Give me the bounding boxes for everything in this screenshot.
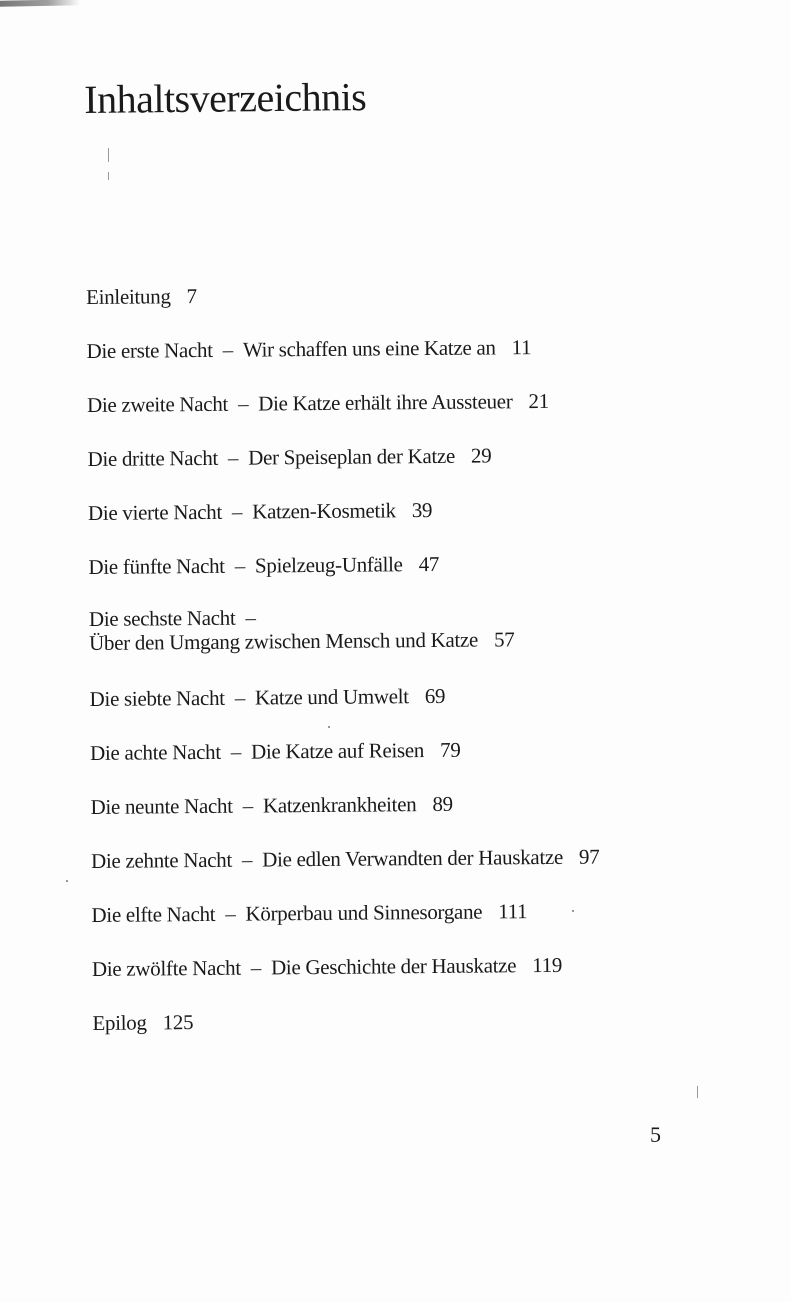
toc-entry-subtitle: Die Katze erhält ihre Aussteuer <box>258 389 513 416</box>
toc-entry-page: 47 <box>418 551 440 577</box>
toc-entry-page: 21 <box>528 388 549 414</box>
toc-entry-label: Die fünfte Nacht <box>88 553 225 579</box>
toc-entry-page: 39 <box>411 497 433 523</box>
toc-entry-label: Epilog <box>92 1010 147 1035</box>
toc-entry-nacht-2 <box>87 389 549 417</box>
toc-dash: – <box>250 955 262 980</box>
toc-entry-page: 79 <box>439 737 461 762</box>
toc-entry-page: 11 <box>511 335 532 360</box>
toc-entry-nacht-12 <box>92 953 562 981</box>
toc-dash: – <box>222 337 233 362</box>
scan-speck <box>66 880 68 882</box>
scan-speck <box>328 726 330 728</box>
toc-entry-subtitle: Katzen-Kosmetik <box>252 498 396 524</box>
scan-edge-shadow <box>0 0 80 7</box>
toc-dash: – <box>234 685 246 710</box>
toc-entry-page: 29 <box>470 443 492 468</box>
toc-dash: – <box>237 391 249 416</box>
toc-dash: – <box>245 605 256 630</box>
toc-entry-nacht-9 <box>90 792 452 819</box>
toc-entry-subtitle: Wir schaffen uns eine Katze an <box>242 335 496 362</box>
toc-dash: – <box>242 793 253 818</box>
toc-entry-nacht-7 <box>90 684 446 711</box>
toc-entry-label: Die siebte Nacht <box>89 685 225 711</box>
scan-mark <box>108 148 109 162</box>
toc-dash: – <box>225 901 236 926</box>
toc-entry-label: Die vierte Nacht <box>87 499 223 525</box>
toc-entry-page: 69 <box>424 683 446 709</box>
toc-entry-page: 57 <box>493 627 515 652</box>
toc-entry-subtitle: Die edlen Verwandten der Hauskatze <box>262 844 564 872</box>
toc-entry-nacht-4 <box>88 498 432 525</box>
toc-entry-page: 89 <box>432 791 453 816</box>
toc-entry-nacht-3 <box>87 443 491 471</box>
toc-dash: – <box>227 445 239 470</box>
page-number: 5 <box>650 1122 661 1147</box>
toc-entry-label: Die zweite Nacht <box>86 391 229 417</box>
toc-dash: – <box>234 553 246 578</box>
toc-entry-label: Die sechste Nacht <box>88 605 236 631</box>
table-of-contents <box>86 279 726 1035</box>
toc-entry-nacht-8 <box>90 738 461 765</box>
toc-entry-subtitle: Katze und Umwelt <box>254 684 409 710</box>
toc-entry-subtitle: Katzenkrankheiten <box>262 792 417 818</box>
toc-dash: – <box>241 847 253 872</box>
toc-entry-label: Die neunte Nacht <box>90 793 233 819</box>
toc-entry-epilog <box>92 1010 193 1035</box>
toc-entry-nacht-6 <box>89 603 515 655</box>
toc-entry-nacht-11 <box>91 899 527 927</box>
toc-entry-label: Die dritte Nacht <box>87 445 219 471</box>
toc-entry-subtitle: Der Speiseplan der Katze <box>248 443 456 470</box>
toc-entry-label: Die elfte Nacht <box>91 901 216 927</box>
scan-mark <box>697 1086 698 1098</box>
toc-entry-nacht-1 <box>86 335 531 363</box>
toc-entry-nacht-10 <box>91 845 600 873</box>
toc-dash: – <box>230 739 242 764</box>
toc-entry-page: 111 <box>498 899 528 924</box>
page-title: Inhaltsverzeichnis <box>84 74 367 122</box>
scan-speck <box>572 910 574 912</box>
toc-entry-label: Die achte Nacht <box>89 739 221 765</box>
toc-entry-nacht-5 <box>88 552 439 579</box>
toc-entry-subtitle: Die Geschichte der Hauskatze <box>270 953 517 980</box>
toc-entry-subtitle: Spielzeug-Unfälle <box>254 552 403 578</box>
toc-entry-page: 97 <box>578 844 600 869</box>
scan-mark <box>108 172 109 180</box>
toc-entry-subtitle: Über den Umgang zwischen Mensch und Katze <box>89 627 479 655</box>
toc-dash: – <box>231 499 243 524</box>
toc-entry-label: Die zehnte Nacht <box>90 847 233 873</box>
toc-entry-page: 125 <box>162 1010 194 1035</box>
toc-entry-einleitung <box>86 284 197 309</box>
toc-entry-subtitle: Körperbau und Sinnesorgane <box>245 899 483 926</box>
toc-entry-page: 7 <box>186 284 197 309</box>
toc-entry-label: Die erste Nacht <box>86 337 213 363</box>
toc-entry-label: Einleitung <box>86 284 171 309</box>
toc-entry-page: 119 <box>532 952 563 978</box>
toc-entry-subtitle: Die Katze auf Reisen <box>250 738 425 764</box>
toc-entry-label: Die zwölfte Nacht <box>91 955 241 981</box>
